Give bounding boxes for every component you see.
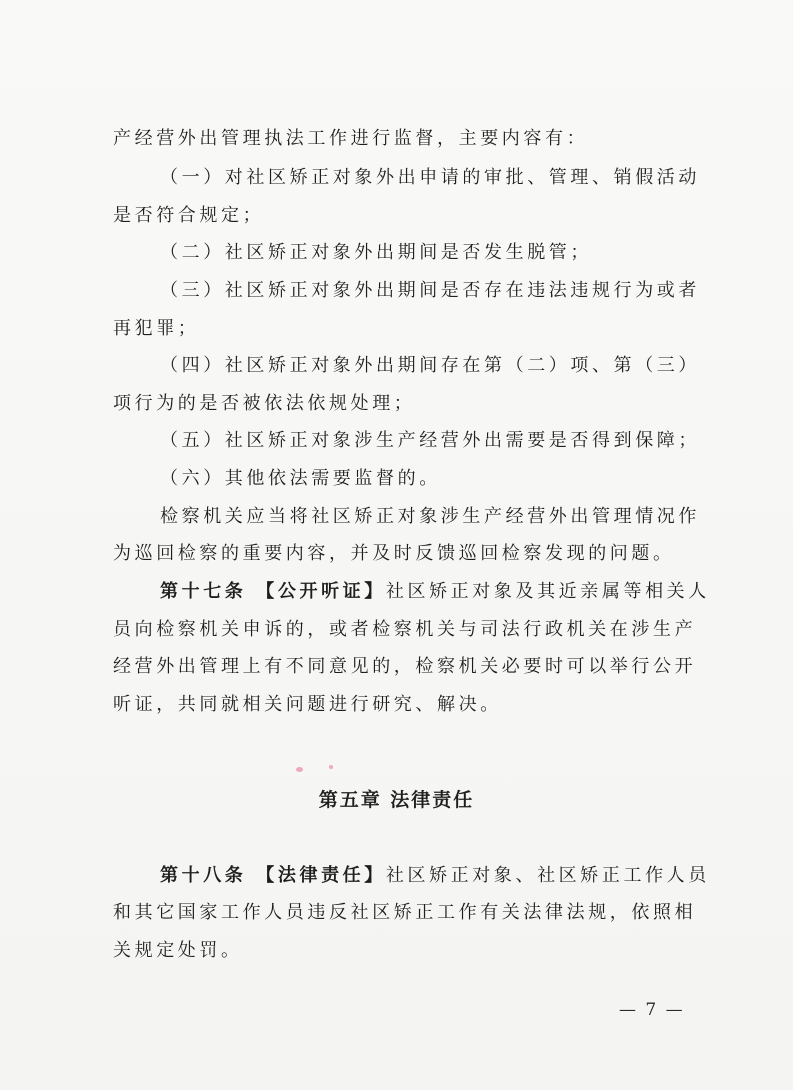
text-line: 听证，共同就相关问题进行研究、解决。 bbox=[113, 694, 502, 715]
article-17-heading: 第十七条 【公开听证】 bbox=[160, 581, 386, 602]
item-two-line: （二）社区矫正对象外出期间是否发生脱管； bbox=[160, 242, 592, 263]
article-18-heading: 第十八条 【法律责任】 bbox=[160, 865, 386, 886]
text-line: 产经营外出管理执法工作进行监督，主要内容有： bbox=[113, 128, 589, 149]
text-line: 和其它国家工作人员违反社区矫正工作有关法律法规，依照相 bbox=[113, 902, 697, 923]
article-17-first-line bbox=[160, 579, 740, 605]
paragraph-line: 检察机关应当将社区矫正对象涉生产经营外出管理情况作 bbox=[160, 506, 700, 527]
item-one-line: （一）对社区矫正对象外出申请的审批、管理、销假活动 bbox=[160, 167, 700, 188]
item-five-line: （五）社区矫正对象涉生产经营外出需要是否得到保障； bbox=[160, 430, 700, 451]
text-line: 员向检察机关申诉的，或者检察机关与司法行政机关在涉生产 bbox=[113, 619, 697, 640]
text-line: 项行为的是否被依法依规处理； bbox=[113, 393, 416, 414]
item-four-line: （四）社区矫正对象外出期间存在第（二）项、第（三） bbox=[160, 355, 700, 376]
item-three-line: （三）社区矫正对象外出期间是否存在违法违规行为或者 bbox=[160, 280, 700, 301]
text-line: 是否符合规定； bbox=[113, 205, 265, 226]
article-18-first-line bbox=[160, 863, 740, 889]
chapter-title: 第五章 法律责任 bbox=[318, 789, 475, 811]
article-18-text: 社区矫正对象、社区矫正工作人员 bbox=[385, 865, 710, 886]
article-17-text: 社区矫正对象及其近亲属等相关人 bbox=[385, 581, 710, 602]
item-six-line: （六）其他依法需要监督的。 bbox=[160, 468, 441, 489]
text-line: 为巡回检察的重要内容，并及时反馈巡回检察发现的问题。 bbox=[113, 543, 675, 564]
text-line: 经营外出管理上有不同意见的，检察机关必要时可以举行公开 bbox=[113, 656, 697, 677]
scan-speck bbox=[296, 767, 303, 772]
text-line: 关规定处罚。 bbox=[113, 940, 243, 961]
scan-speck bbox=[329, 765, 333, 769]
text-line: 再犯罪； bbox=[113, 318, 200, 339]
page-number: — 7 — bbox=[619, 1000, 685, 1020]
